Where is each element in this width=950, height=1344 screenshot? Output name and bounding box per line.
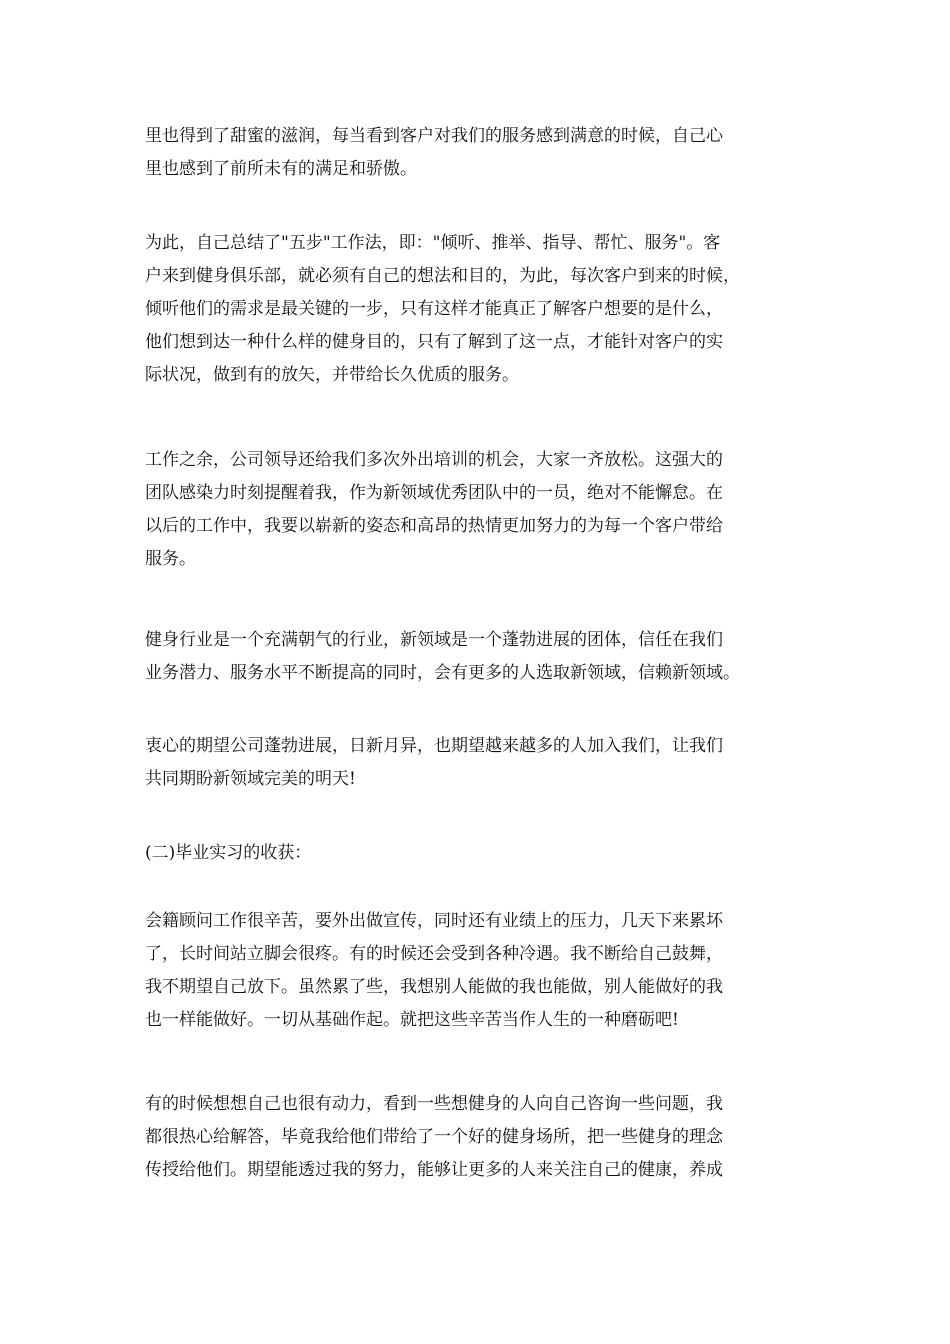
text-line: 户来到健身俱乐部，就必须有自己的想法和目的，为此，每次客户到来的时候，: [145, 266, 740, 286]
text-line: 传授给他们。期望能透过我的努力，能够让更多的人来关注自己的健康，养成: [145, 1160, 723, 1180]
text-line: 我不期望自己放下。虽然累了些，我想别人能做的我也能做，别人能做好的我: [145, 977, 723, 997]
paragraph-6: [145, 905, 815, 1037]
text-line: 里也感到了前所未有的满足和骄傲。: [145, 159, 417, 179]
paragraph-4: [145, 624, 815, 690]
section-heading: [145, 837, 815, 870]
paragraph-7: [145, 1088, 815, 1187]
text-line: 共同期盼新领域完美的明天!: [145, 769, 356, 789]
text-line: 倾听他们的需求是最关键的一步，只有这样才能真正了解客户想要的是什么，: [145, 299, 723, 319]
paragraph-5: [145, 730, 815, 796]
text-line: 际状况，做到有的放矢，并带给长久优质的服务。: [145, 365, 519, 385]
text-line: 里也得到了甜蜜的滋润，每当看到客户对我们的服务感到满意的时候，自己心: [145, 126, 723, 146]
paragraph-1: [145, 120, 815, 186]
text-line: 为此，自己总结了"五步"工作法，即："倾听、推举、指导、帮忙、服务"。客: [145, 233, 721, 253]
text-line: 也一样能做好。一切从基础作起。就把这些辛苦当作人生的一种磨砺吧!: [145, 1010, 679, 1030]
text-line: 团队感染力时刻提醒着我，作为新领域优秀团队中的一员，绝对不能懈怠。在: [145, 483, 723, 503]
text-line: 会籍顾问工作很辛苦，要外出做宣传，同时还有业绩上的压力，几天下来累坏: [145, 911, 723, 931]
paragraph-3: [145, 444, 815, 576]
text-line: 以后的工作中，我要以崭新的姿态和高昂的热情更加努力的为每一个客户带给: [145, 516, 723, 536]
text-line: 业务潜力、服务水平不断提高的同时，会有更多的人选取新领域，信赖新领域。: [145, 663, 740, 683]
text-line: 有的时候想想自己也很有动力，看到一些想健身的人向自己咨询一些问题，我: [145, 1094, 723, 1114]
text-line: 健身行业是一个充满朝气的行业，新领域是一个蓬勃进展的团体，信任在我们: [145, 630, 723, 650]
document-page: [145, 0, 815, 1344]
paragraph-2: [145, 227, 815, 392]
text-line: 工作之余，公司领导还给我们多次外出培训的机会，大家一齐放松。这强大的: [145, 450, 723, 470]
text-line: (二)毕业实习的收获：: [145, 843, 312, 863]
text-line: 都很热心给解答，毕竟我给他们带给了一个好的健身场所，把一些健身的理念: [145, 1127, 723, 1147]
text-line: 衷心的期望公司蓬勃进展，日新月异，也期望越来越多的人加入我们，让我们: [145, 736, 723, 756]
text-line: 了，长时间站立脚会很疼。有的时候还会受到各种冷遇。我不断给自己鼓舞，: [145, 944, 723, 964]
text-line: 服务。: [145, 549, 196, 569]
text-line: 他们想到达一种什么样的健身目的，只有了解到了这一点，才能针对客户的实: [145, 332, 723, 352]
